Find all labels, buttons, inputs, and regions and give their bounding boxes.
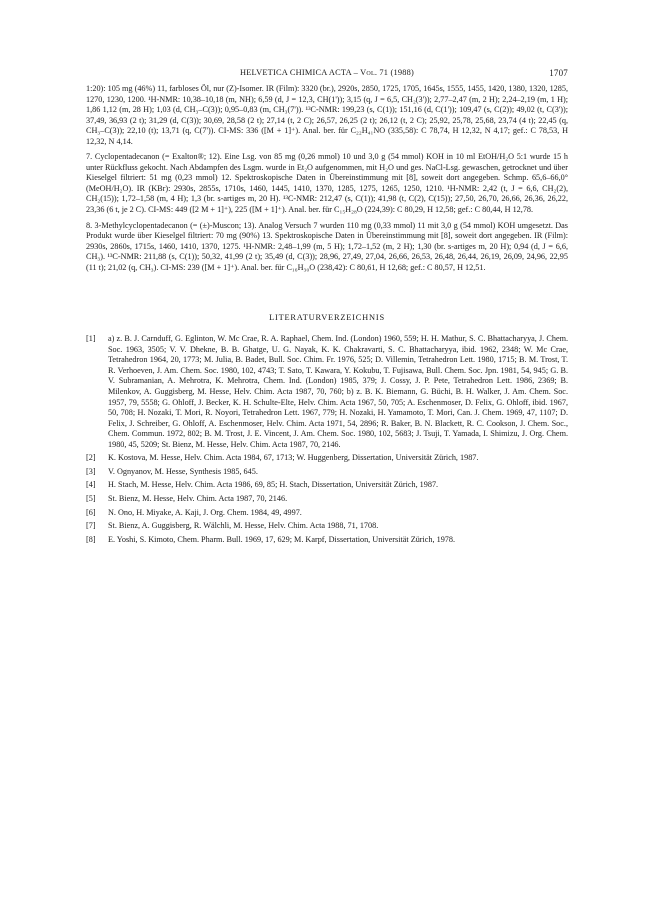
reference-item xyxy=(86,521,568,532)
literature-heading: LITERATURVERZEICHNIS xyxy=(269,313,385,323)
reference-text: N. Ono, H. Miyake, A. Kaji, J. Org. Chem. 1984, 49, 4997. xyxy=(108,507,302,517)
reference-text: St. Bienz, M. Hesse, Helv. Chim. Acta 1987, 70, 2146. xyxy=(108,493,288,503)
paragraph-continuation: 1:20): 105 mg (46%) 11, farbloses Öl, nur (Z)-Isomer. IR (Film): 3320 (br.), 2920s, 2850, 1725, 1705, 1645s, 1555, 1455, 1420, 1380, 1320, 1285, 1270, 1230, 1200. ¹H-NMR: 10,38–10,18 (m, NH); 6,59 (d, J = 12,3, CH(1')); 3,15 (q, J = 6,5, CH₂(3')); 2,77–2,47 (m, 2 H); 2,24–2,19 (m, 1 H); 1,86 1,12 (m, 28 H); 1,03 (d, CH₃–C(3)); 0,95–0,83 (m, CH₃(7')). ¹³C-NMR: 199,23 (s, C(1)); 151,16 (d, C(1')); 109,47 (s, C(2)); 49,02 (t, C(3')); 37,49, 36,93 (2 t); 31,29 (d, C(3)); 30,69, 28,58 (2 t); 27,14 (t, 2 C); 26,57, 26,25 (2 t); 26,12 (t, 2 C); 25,92, 25,78, 25,68, 23,74 (4 t); 22,45 (q, CH₃–C(3)); 22,10 (t); 13,71 (q, C(7')). CI-MS: 336 ([M + 1]⁺). Anal. ber. für C₂₂H₄₁NO (335,58): C 78,74, H 12,32, N 4,17; gef.: C 78,53, H 12,32, N 4,14. xyxy=(86,84,568,146)
reference-list xyxy=(86,334,568,545)
reference-text: St. Bienz, A. Guggisberg, R. Wälchli, M. Hesse, Helv. Chim. Acta 1988, 71, 1708. xyxy=(108,521,379,531)
reference-text: a) z. B. J. Carnduff, G. Eglinton, W. Mc Crae, R. A. Raphael, Chem. Ind. (London) 1960, 559; H. H. Mathur, S. C. Bhattacharyya, J. Chem. Soc. 1963, 3505; V. V. Dhekne, B. B. Ghatge, U. G. Nayak, K. K. Chakravarti, S. C. Bhattacharyya, ibid. 1962, 2348; W. Mc Crae, Tetrahedron 1964, 20, 1773; M. Julia, B. Badet, Bull. Soc. Chim. Fr. 1976, 525; D. Villemin, Tetrahedron Lett. 1980, 1715; B. M. Trost, T. R. Verhoeven, J. Am. Chem. Soc. 1980, 102, 4743; T. Sato, T. Kawara, Y. Kokubu, T. Fujisawa, Bull. Chem. Soc. Jpn. 1981, 54, 945; G. B. V. Subramanian, A. Mehrotra, K. Mehrotra, Chem. Ind. (London) 1985, 379; J. Cossy, J. P. Pete, Tetrahedron Lett. 1986, 2369; B. Milenkov, A. Guggisberg, M. Hesse, Helv. Chim. Acta 1987, 70, 760; b) z. B. K. Biemann, G. Büchi, B. H. Walker, J. Am. Chem. Soc. 1957, 79, 5558; G. Ohloff, J. Becker, K. H. Schulte-Elte, Helv. Chim. Acta 1967, 50, 705; A. Eschenmoser, D. Felix, G. Ohloff, ibid. 1967, 50, 708; H. Nozaki, T. Mori, R. Noyori, Tetrahedron Lett. 1967, 779; H. Nozaki, H. Yamamoto, T. Mori, Can. J. Chem. 1969, 47, 1107; D. Felix, J. Schreiber, G. Ohloff, A. Eschenmoser, Helv. Chim. Acta 1971, 54, 2896; R. Baker, B. N. Blackett, R. C. Cookson, J. Chem. Soc., Chem. Commun. 1972, 802; B. M. Trost, J. E. Vincent, J. Am. Chem. Soc. 1980, 102, 5683; J. Tsuji, T. Yamada, I. Shimizu, J. Org. Chem. 1980, 45, 5209; St. Bienz, M. Hesse, Helv. Chim. Acta 1987, 70, 2146. xyxy=(108,334,568,449)
reference-item xyxy=(86,453,568,464)
reference-item xyxy=(86,480,568,491)
reference-text: K. Kostova, M. Hesse, Helv. Chim. Acta 1984, 67, 1713; W. Huggenberg, Dissertation, Universität Zürich, 1987. xyxy=(108,453,479,463)
page xyxy=(86,68,568,548)
reference-item xyxy=(86,508,568,519)
reference-number: [4] xyxy=(86,480,96,490)
running-header xyxy=(86,68,568,82)
reference-number: [3] xyxy=(86,466,96,476)
reference-item xyxy=(86,467,568,478)
reference-number: [8] xyxy=(86,534,96,544)
reference-item xyxy=(86,535,568,546)
reference-number: [1] xyxy=(86,334,96,344)
reference-text: H. Stach, M. Hesse, Helv. Chim. Acta 1986, 69, 85; H. Stach, Dissertation, Universität Zürich, 1987. xyxy=(108,480,439,490)
reference-number: [7] xyxy=(86,521,96,531)
reference-text: V. Ognyanov, M. Hesse, Synthesis 1985, 645. xyxy=(108,466,258,476)
paragraph-experiment-7: 7. Cyclopentadecanon (= Exalton®; 12). Eine Lsg. von 85 mg (0,26 mmol) 10 und 3,0 g (54 mmol) KOH in 10 ml EtOH/H₂O 5:1 wurde 15 h unter Rückfluss gekocht. Nach Abdampfen des Lsgm. wurde in Et₂O aufgenommen, mit H₂O und ges. NaCl-Lsg. gewaschen, getrocknet und über Kieselgel filtriert: 51 mg (0,23 mmol) 12. Spektroskopische Daten in Übereinstimmung mit [8], soweit dort angegeben. Schmp. 65,6–66,0° (MeOH/H₂O). IR (KBr): 2930s, 2855s, 1710s, 1460, 1445, 1410, 1370, 1285, 1275, 1265, 1250, 1210. ¹H-NMR: 2,42 (t, J = 6,6, CH₂(2), CH₂(15)); 1,72–1,58 (m, 4 H); 1,3 (br. s-artiges m, 20 H). ¹³C-NMR: 212,47 (s, C(1)); 41,98 (t, C(2), C(15)); 27,50, 26,70, 26,66, 26,36, 26,22, 23,36 (6 t, je 2 C). CI-MS: 449 ([2 M + 1]⁺), 225 ([M + 1]⁺). Anal. ber. für C₁₅H₂₈O (224,39): C 80,29, H 12,58; gef.: C 80,44, H 12,78. xyxy=(86,152,568,215)
reference-item xyxy=(86,494,568,505)
reference-number: [6] xyxy=(86,507,96,517)
journal-title: HELVETICA CHIMICA ACTA – Vol. 71 (1988) xyxy=(239,68,415,77)
page-number: 1707 xyxy=(549,68,568,78)
reference-text: E. Yoshi, S. Kimoto, Chem. Pharm. Bull. 1969, 17, 629; M. Karpf, Dissertation, Universität Zürich, 1978. xyxy=(108,534,456,544)
reference-number: [5] xyxy=(86,493,96,503)
reference-item xyxy=(86,334,568,450)
paragraph-experiment-8: 8. 3-Methylcyclopentadecanon (= (±)-Muscon; 13). Analog Versuch 7 wurden 110 mg (0,33 mmol) 11 mit 3,0 g (54 mmol) KOH umgesetzt. Das Produkt wurde über Kieselgel filtriert: 70 mg (90%) 13. Spektroskopische Daten in Übereinstimmung mit [8], soweit dort angegeben. IR (Film): 2930s, 2860s, 1715s, 1460, 1410, 1370, 1275. ¹H-NMR: 2,48–1,99 (m, 5 H); 1,72–1,52 (m, 2 H); 1,30 (br. s-artiges m, 20 H); 0,94 (d, J = 6,6, CH₃). ¹³C-NMR: 211,88 (s, C(1)); 50,32, 41,99 (2 t); 35,49 (d, C(3)); 28,96, 27,49, 27,04, 26,66, 26,53, 26,48, 26,44, 26,19, 26,09, 24,96, 22,95 (11 t); 21,02 (q, CH₃). CI-MS: 239 ([M + 1]⁺). Anal. ber. für C₁₆H₃₀O (238,42): C 80,61, H 12,68; gef.: C 80,57, H 12,51. xyxy=(86,220,568,272)
reference-number: [2] xyxy=(86,453,96,463)
